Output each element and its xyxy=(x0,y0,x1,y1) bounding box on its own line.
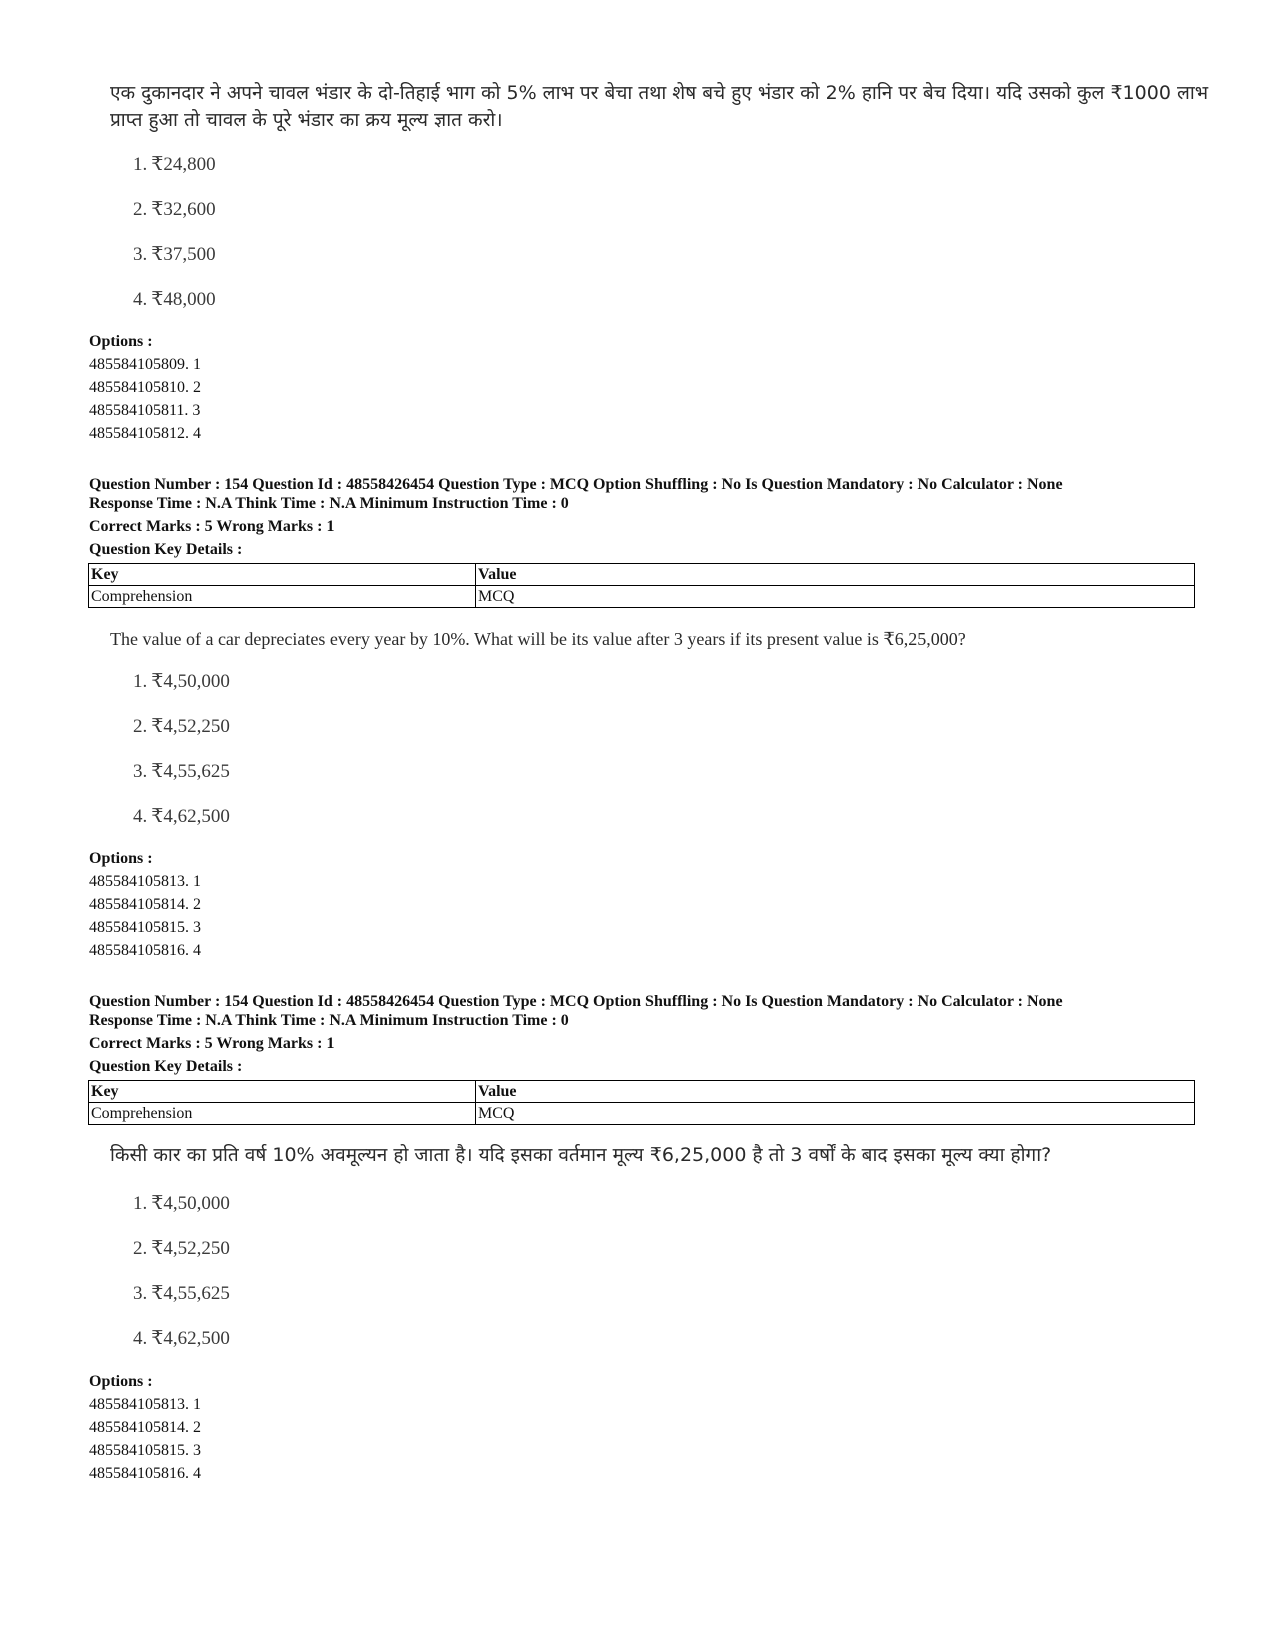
question-text-q1: एक दुकानदार ने अपने चावल भंडार के दो-तिहाई भाग को 5% लाभ पर बेचा तथा शेष बचे हुए भंडार को 2% हानि पर बेच दिया। यदि उसको कुल ₹1000 लाभ प्राप्त हुआ तो चावल के पूरे भंडार का क्रय मूल्य ज्ञात करो। xyxy=(110,82,1209,131)
question-meta-q3 xyxy=(89,992,1215,1030)
option-id-line: 485584105815. 3 xyxy=(89,1442,201,1459)
choice-value: ₹48,000 xyxy=(151,289,216,310)
choice-number: 4. xyxy=(133,289,148,310)
choice-q1-4 xyxy=(133,288,216,311)
choice-number: 1. xyxy=(133,154,148,175)
marks-q3: Correct Marks : 5 Wrong Marks : 1 xyxy=(89,1035,335,1052)
choice-number: 2. xyxy=(133,199,148,220)
choice-value: ₹37,500 xyxy=(151,244,216,265)
key-details-table-q2 xyxy=(88,563,1195,608)
option-id-line: 485584105814. 2 xyxy=(89,896,201,913)
option-id-line: 485584105810. 2 xyxy=(89,379,201,396)
option-id-line: 485584105811. 3 xyxy=(89,402,201,419)
choice-q1-3 xyxy=(133,243,216,266)
choice-q1-2 xyxy=(133,198,216,221)
choice-number: 3. xyxy=(133,1283,148,1304)
choice-q2-3 xyxy=(133,760,230,783)
choice-q2-1 xyxy=(133,670,230,693)
question-meta-line1: Question Number : 154 Question Id : 48558426454 Question Type : MCQ Option Shuffling : No Is Question Mandatory : No Calculator : None xyxy=(89,476,1063,493)
table-header-key: Key xyxy=(89,564,476,586)
table-cell-key: Comprehension xyxy=(89,1103,476,1125)
key-details-table-q3 xyxy=(88,1080,1195,1125)
options-label-q2: Options : xyxy=(89,850,153,867)
choice-q2-4 xyxy=(133,805,230,828)
choice-value: ₹4,62,500 xyxy=(151,1328,230,1349)
choice-q3-3 xyxy=(133,1282,230,1305)
choice-value: ₹4,52,250 xyxy=(151,1238,230,1259)
question-text-q2: The value of a car depreciates every year by 10%. What will be its value after 3 years if its present value is ₹6,25,000? xyxy=(110,629,966,649)
choice-number: 3. xyxy=(133,244,148,265)
choice-value: ₹24,800 xyxy=(151,154,216,175)
choice-number: 1. xyxy=(133,671,148,692)
choice-number: 2. xyxy=(133,716,148,737)
choice-q3-2 xyxy=(133,1237,230,1260)
choice-value: ₹32,600 xyxy=(151,199,216,220)
choice-value: ₹4,55,625 xyxy=(151,761,230,782)
options-label-q3: Options : xyxy=(89,1373,153,1390)
option-id-line: 485584105816. 4 xyxy=(89,1465,201,1482)
question-text-q3: किसी कार का प्रति वर्ष 10% अवमूल्यन हो जाता है। यदि इसका वर्तमान मूल्य ₹6,25,000 है तो 3 वर्षों के बाद इसका मूल्य क्या होगा? xyxy=(110,1144,1052,1166)
choice-q1-1 xyxy=(133,153,216,176)
choice-number: 3. xyxy=(133,761,148,782)
option-id-line: 485584105815. 3 xyxy=(89,919,201,936)
choice-value: ₹4,50,000 xyxy=(151,671,230,692)
choice-q3-1 xyxy=(133,1192,230,1215)
choice-number: 1. xyxy=(133,1193,148,1214)
option-id-line: 485584105813. 1 xyxy=(89,873,201,890)
choice-value: ₹4,52,250 xyxy=(151,716,230,737)
table-header-key: Key xyxy=(89,1081,476,1103)
option-id-line: 485584105814. 2 xyxy=(89,1419,201,1436)
choice-number: 4. xyxy=(133,1328,148,1349)
choice-q2-2 xyxy=(133,715,230,738)
question-meta-line2: Response Time : N.A Think Time : N.A Minimum Instruction Time : 0 xyxy=(89,495,569,512)
choice-value: ₹4,62,500 xyxy=(151,806,230,827)
option-id-line: 485584105816. 4 xyxy=(89,942,201,959)
table-header-value: Value xyxy=(476,1081,1195,1103)
options-label-q1: Options : xyxy=(89,333,153,350)
choice-value: ₹4,55,625 xyxy=(151,1283,230,1304)
choice-number: 2. xyxy=(133,1238,148,1259)
question-meta-line2: Response Time : N.A Think Time : N.A Minimum Instruction Time : 0 xyxy=(89,1012,569,1029)
key-details-label-q2: Question Key Details : xyxy=(89,541,243,558)
marks-q2: Correct Marks : 5 Wrong Marks : 1 xyxy=(89,518,335,535)
option-id-line: 485584105809. 1 xyxy=(89,356,201,373)
key-details-label-q3: Question Key Details : xyxy=(89,1058,243,1075)
table-cell-key: Comprehension xyxy=(89,586,476,608)
choice-number: 4. xyxy=(133,806,148,827)
option-id-line: 485584105813. 1 xyxy=(89,1396,201,1413)
choice-q3-4 xyxy=(133,1327,230,1350)
question-meta-q2 xyxy=(89,475,1215,513)
table-header-value: Value xyxy=(476,564,1195,586)
table-cell-value: MCQ xyxy=(476,1103,1195,1125)
choice-value: ₹4,50,000 xyxy=(151,1193,230,1214)
option-id-line: 485584105812. 4 xyxy=(89,425,201,442)
table-cell-value: MCQ xyxy=(476,586,1195,608)
question-meta-line1: Question Number : 154 Question Id : 48558426454 Question Type : MCQ Option Shuffling : No Is Question Mandatory : No Calculator : None xyxy=(89,993,1063,1010)
